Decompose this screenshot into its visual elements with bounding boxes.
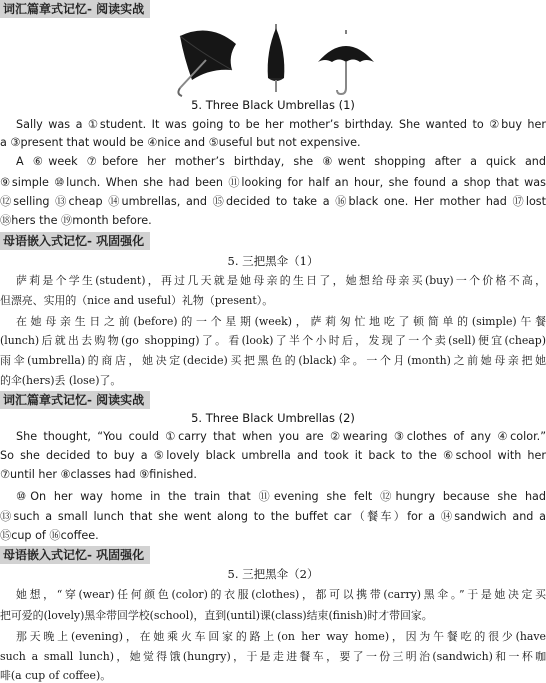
story1-line-5: ⑫selling ⑬cheap ⑭umbrellas, and ⑮decided to take a ⑯black one. Her mother had ⑰lost <box>0 195 546 208</box>
cn1-line-2: 但漂亮、实用的（nice and useful）礼物（present）。 <box>0 294 274 307</box>
cn2-line-2: 把可爱的(lovely)黑伞带回学校(school)，直到(until)课(class)结束(finish)时才带回家。 <box>0 609 433 622</box>
section-header-reading: 词汇篇章式记忆- 阅读实战 <box>0 0 150 18</box>
story2-title: 5. Three Black Umbrellas (2) <box>191 411 355 425</box>
story1-line-4: ⑨simple ⑩lunch. When she had been ⑪looking for half an hour, she found a shop that was <box>0 176 546 189</box>
story2-line-4: ⑩On her way home in the train that ⑪evening she felt ⑫hungry because she had <box>16 490 546 503</box>
open-umbrella-icon <box>318 30 374 94</box>
story2-line-3: ⑦until her ⑧classes had ⑨finished. <box>0 468 197 481</box>
cn1-title: 5. 三把黑伞（1） <box>227 254 319 268</box>
story2-line-6: ⑮cup of ⑯coffee. <box>0 529 99 542</box>
section-header-consolidate: 母语嵌入式记忆- 巩固强化 <box>0 232 150 250</box>
story1-line-3: A ⑥week ⑦before her mother’s birthday, she ⑧went shopping after a quick and <box>16 155 546 168</box>
story2-line-5: ⑬such a small lunch that she went along to the buffet car（餐车）for a ⑭sandwich and a <box>0 510 546 523</box>
story1-line-2: a ③present that would be ④nice and ⑤useful but not expensive. <box>0 136 361 149</box>
tilted-umbrella-icon <box>178 31 236 96</box>
story1-title: 5. Three Black Umbrellas (1) <box>191 98 355 112</box>
cn1-line-5: 雨伞(umbrella)的商店，她决定(decide)买把黑色的(black)伞。一个月(month)之前她母亲把她 <box>0 354 546 367</box>
cn2-line-3: 那天晚上(evening)，在她乘火车回家的路上(on her way home)，因为午餐吃的很少(have <box>16 630 546 643</box>
cn1-line-4: (lunch)后就出去购物(go shopping)了。看(look)了半个小时后，发现了一个卖(sell)便宜(cheap) <box>0 334 546 347</box>
closed-umbrella-icon <box>268 24 285 92</box>
cn1-line-3: 在她母亲生日之前(before)的一个星期(week)，萨莉匆忙地吃了顿简单的(simple)午餐 <box>16 315 546 328</box>
cn2-line-1: 她想，“穿(wear)任何颜色(color)的衣服(clothes)，都可以携带(carry)黑伞。”于是她决定买 <box>16 588 546 601</box>
cn1-line-1: 萨莉是个学生(student)，再过几天就是她母亲的生日了，她想给母亲买(buy)一个价格不高， <box>16 274 546 287</box>
umbrellas-illustration <box>170 22 385 100</box>
story1-line-1: Sally was a ①student. It was going to be her mother’s birthday. She wanted to ②buy her <box>16 118 546 131</box>
story2-line-2: So she decided to buy a ⑤lovely black umbrella and took it back to the ⑥school with her <box>0 449 546 462</box>
cn2-title: 5. 三把黑伞（2） <box>227 567 319 581</box>
story1-line-6: ⑱hers the ⑲month before. <box>0 214 152 227</box>
cn2-line-5: 啡(a cup of coffee)。 <box>0 669 112 682</box>
story2-line-1: She thought, “You could ①carry that when you are ②wearing ③clothes of any ④color.” <box>16 430 546 443</box>
cn1-line-6: 的伞(hers)丢 (lose)了。 <box>0 374 122 387</box>
section-header-consolidate-2: 母语嵌入式记忆- 巩固强化 <box>0 546 150 564</box>
cn2-line-4: such a small lunch)，她觉得饿(hungry)，于是走进餐车，要了一份三明治(sandwich)和一杯咖 <box>0 650 546 663</box>
section-header-reading-2: 词汇篇章式记忆- 阅读实战 <box>0 391 150 409</box>
